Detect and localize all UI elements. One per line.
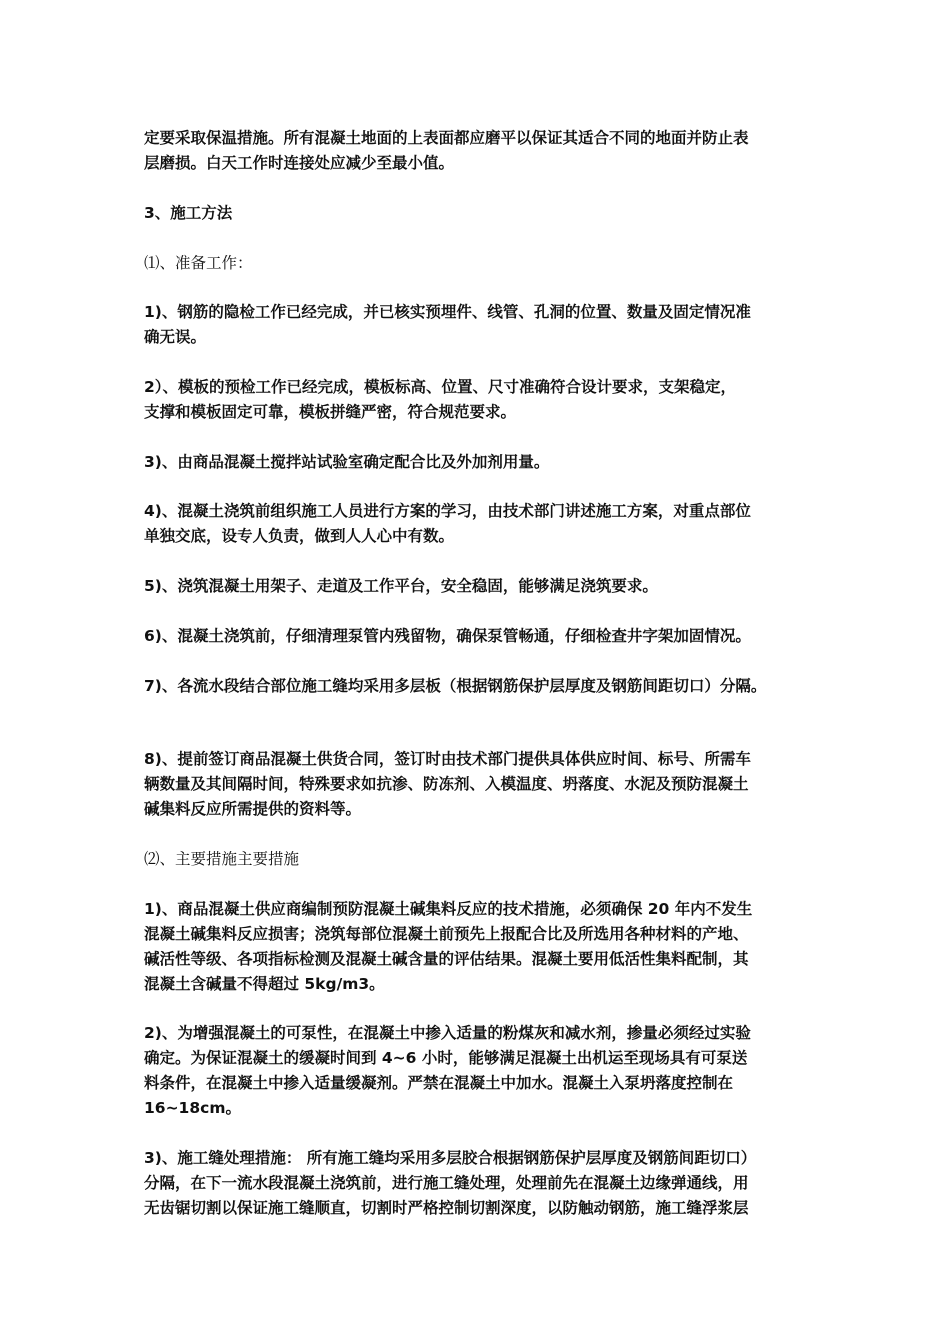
measure-item-2-line-2: 确定。为保证混凝土的缓凝时间到 4~6 小时，能够满足混凝土出机运至现场具有可泵送 bbox=[144, 1049, 748, 1067]
measure-item-3-line-1: 3)、施工缝处理措施： 所有施工缝均采用多层胶合根据钢筋保护层厚度及钢筋间距切口） bbox=[144, 1149, 757, 1167]
prep-item-8-line-1: 8)、提前签订商品混凝土供货合同，签订时由技术部门提供具体供应时间、标号、所需车 bbox=[144, 750, 751, 768]
prep-item-6-line-1: 6)、混凝土浇筑前，仔细清理泵管内残留物，确保泵管畅通，仔细检查井字架加固情况。 bbox=[144, 627, 751, 645]
measure-item-3-line-2: 分隔，在下一流水段混凝土浇筑前，进行施工缝处理，处理前先在混凝土边缘弹通线，用 bbox=[144, 1174, 749, 1192]
prep-item-1-line-2: 确无误。 bbox=[144, 328, 207, 346]
measure-item-3-line-3: 无齿锯切割以保证施工缝顺直，切割时严格控制切割深度，以防触动钢筋，施工缝浮浆层 bbox=[144, 1199, 749, 1217]
measure-item-2-line-4: 16~18cm。 bbox=[144, 1099, 241, 1117]
measure-item-1-line-3: 碱活性等级、各项指标检测及混凝土碱含量的评估结果。混凝土要用低活性集料配制，其 bbox=[144, 950, 749, 968]
intro-line-1: 定要采取保温措施。所有混凝土地面的上表面都应磨平以保证其适合不同的地面并防止表 bbox=[144, 129, 749, 147]
prep-item-8-line-3: 碱集料反应所需提供的资料等。 bbox=[144, 800, 362, 818]
intro-line-2: 层磨损。白天工作时连接处应减少至最小值。 bbox=[144, 154, 455, 172]
subsection-heading-measures: ⑵、主要措施主要措施 bbox=[144, 850, 300, 868]
measure-item-2-line-1: 2)、为增强混凝土的可泵性，在混凝土中掺入适量的粉煤灰和减水剂，掺量必须经过实验 bbox=[144, 1024, 751, 1042]
measure-item-1-line-1: 1)、商品混凝土供应商编制预防混凝土碱集料反应的技术措施，必须确保 20 年内不发生 bbox=[144, 900, 753, 918]
measure-item-2-line-3: 料条件，在混凝土中掺入适量缓凝剂。严禁在混凝土中加水。混凝土入泵坍落度控制在 bbox=[144, 1074, 734, 1092]
measure-item-1-line-2: 混凝土碱集料反应损害；浇筑每部位混凝土前预先上报配合比及所选用各种材料的产地、 bbox=[144, 925, 749, 943]
prep-item-5-line-1: 5)、浇筑混凝土用架子、走道及工作平台，安全稳固，能够满足浇筑要求。 bbox=[144, 577, 658, 595]
prep-item-2-line-2: 支撑和模板固定可靠，模板拼缝严密，符合规范要求。 bbox=[144, 403, 517, 421]
prep-item-4-line-1: 4)、混凝土浇筑前组织施工人员进行方案的学习，由技术部门讲述施工方案，对重点部位 bbox=[144, 502, 751, 520]
prep-item-4-line-2: 单独交底，设专人负责，做到人人心中有数。 bbox=[144, 527, 455, 545]
measure-item-1-line-4: 混凝土含碱量不得超过 5kg/m3。 bbox=[144, 975, 385, 993]
prep-item-8-line-2: 辆数量及其间隔时间，特殊要求如抗渗、防冻剂、入模温度、坍落度、水泥及预防混凝土 bbox=[144, 775, 749, 793]
subsection-heading-preparation: ⑴、准备工作： bbox=[144, 254, 253, 272]
prep-item-1-line-1: 1)、钢筋的隐检工作已经完成，并已核实预埋件、线管、孔洞的位置、数量及固定情况准 bbox=[144, 303, 751, 321]
prep-item-7-line-1: 7)、各流水段结合部位施工缝均采用多层板（根据钢筋保护层厚度及钢筋间距切口）分隔。 bbox=[144, 677, 767, 695]
prep-item-2-line-1: 2）、模板的预检工作已经完成，模板标高、位置、尺寸准确符合设计要求，支架稳定， bbox=[144, 378, 737, 396]
section-heading: 3、施工方法 bbox=[144, 204, 233, 222]
prep-item-3-line-1: 3)、由商品混凝土搅拌站试验室确定配合比及外加剂用量。 bbox=[144, 453, 550, 471]
